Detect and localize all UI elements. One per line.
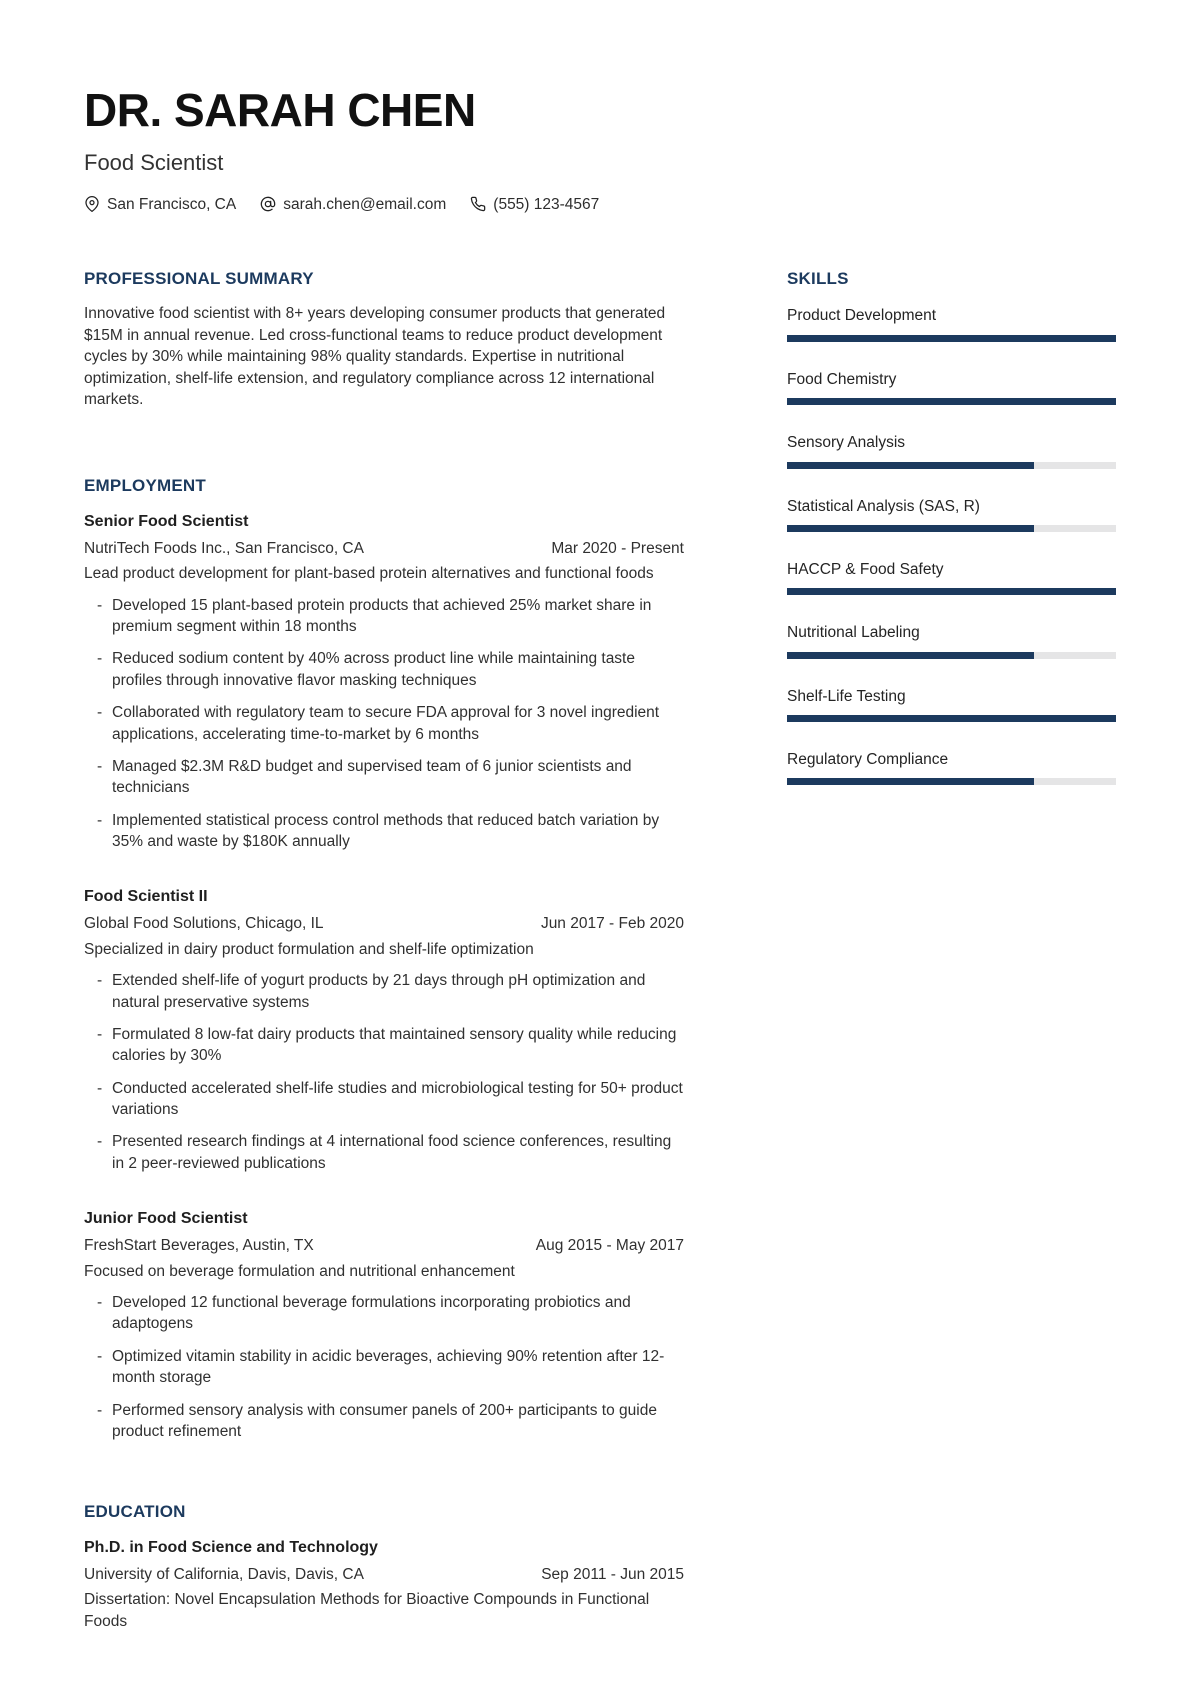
skill-item (787, 369, 1116, 405)
job-description: Lead product development for plant-based protein alternatives and functional foods (84, 565, 654, 583)
bullet-item (84, 1078, 684, 1121)
job-company: NutriTech Foods Inc., San Francisco, CA (84, 539, 364, 557)
education-dates: Sep 2011 - Jun 2015 (541, 1565, 684, 1583)
skill-item (787, 559, 1116, 595)
bullet-text: Collaborated with regulatory team to secure FDA approval for 3 novel ingredient applications, accelerating time-to-market by 6 months (112, 704, 660, 743)
skill-progress-track (787, 398, 1116, 405)
employment-section (84, 474, 684, 1442)
bullet-text: Formulated 8 low-fat dairy products that maintained sensory quality while reducing calories by 30% (112, 1025, 677, 1065)
job-meta-row (84, 913, 684, 934)
bullet-text: Conducted accelerated shelf-life studies and microbiological testing for 50+ product variations (112, 1079, 683, 1119)
bullet-text: Optimized vitamin stability in acidic beverages, achieving 90% retention after 12-month storage (112, 1347, 665, 1387)
skill-progress-track (787, 335, 1116, 342)
job-entry (84, 511, 684, 853)
contact-phone (470, 194, 599, 215)
education-school: University of California, Davis, Davis, CA (84, 1565, 364, 1583)
bullet-item (84, 1292, 684, 1335)
bullet-dash: - (97, 1347, 103, 1365)
skill-progress-fill (787, 778, 1034, 785)
at-sign-icon (260, 196, 276, 212)
skill-item (787, 622, 1116, 658)
skill-label: Statistical Analysis (SAS, R) (787, 497, 980, 515)
skill-progress-track (787, 525, 1116, 532)
skill-progress-fill (787, 588, 1116, 595)
job-meta-row (84, 538, 684, 559)
skill-item (787, 496, 1116, 532)
two-column-layout (84, 267, 1116, 1632)
job-entry (84, 1208, 684, 1442)
summary-heading: PROFESSIONAL SUMMARY (84, 269, 314, 289)
job-title: Junior Food Scientist (84, 1210, 248, 1228)
summary-text: Innovative food scientist with 8+ years developing consumer products that generated $15M in annual revenue. Led cross-functional teams to reduce product development cycles by 30% while maintaining 98% quality standards. Expertise in nutritional optimization, shelf-life extension, and regulatory compliance across 12 international markets. (84, 305, 666, 408)
skill-progress-track (787, 652, 1116, 659)
education-heading: EDUCATION (84, 1502, 186, 1522)
bullet-dash: - (97, 704, 103, 722)
skill-progress-fill (787, 462, 1034, 469)
bullet-dash: - (97, 1133, 103, 1151)
job-company: Global Food Solutions, Chicago, IL (84, 915, 324, 933)
skill-label: HACCP & Food Safety (787, 560, 944, 578)
phone-icon (470, 196, 486, 212)
skill-item (787, 305, 1116, 341)
skills-list (787, 305, 1116, 785)
job-dates: Mar 2020 - Present (551, 539, 684, 557)
bullet-item (84, 595, 684, 638)
skill-progress-fill (787, 525, 1034, 532)
job-description: Focused on beverage formulation and nutritional enhancement (84, 1262, 515, 1280)
bullet-text: Managed $2.3M R&D budget and supervised team of 6 junior scientists and technicians (112, 757, 632, 797)
bullet-text: Performed sensory analysis with consumer panels of 200+ participants to guide product refinement (112, 1401, 657, 1440)
skill-label: Nutritional Labeling (787, 624, 920, 642)
skill-progress-fill (787, 715, 1116, 722)
job-dates: Aug 2015 - May 2017 (535, 1237, 684, 1255)
job-title: Senior Food Scientist (84, 512, 249, 530)
bullet-dash: - (97, 1025, 103, 1043)
skill-progress-track (787, 778, 1116, 785)
skill-progress-fill (787, 335, 1116, 342)
bullet-text: Presented research findings at 4 international food science conferences, resulting in 2 peer-reviewed publications (112, 1133, 672, 1172)
contact-location-text: San Francisco, CA (107, 195, 237, 213)
bullet-item (84, 1346, 684, 1389)
job-dates: Jun 2017 - Feb 2020 (540, 915, 684, 933)
resume-header (84, 86, 1116, 215)
skill-progress-track (787, 588, 1116, 595)
bullet-dash: - (97, 811, 103, 829)
skill-item (787, 686, 1116, 722)
bullet-text: Reduced sodium content by 40% across product line while maintaining taste profiles through innovative flavor masking techniques (112, 650, 635, 689)
contact-phone-text: (555) 123-4567 (493, 195, 600, 213)
candidate-name: DR. SARAH CHEN (84, 84, 476, 136)
bullet-dash: - (97, 757, 103, 775)
contact-email-text: sarah.chen@email.com (283, 195, 447, 213)
education-description: Dissertation: Novel Encapsulation Methods for Bioactive Compounds in Functional Foods (84, 1591, 650, 1630)
job-bullet-list (84, 1292, 684, 1442)
bullet-item (84, 810, 684, 853)
contact-row (84, 194, 1116, 215)
contact-location (84, 194, 236, 215)
location-pin-icon (84, 196, 100, 212)
job-meta-row (84, 1235, 684, 1256)
skill-item (787, 749, 1116, 785)
bullet-dash: - (97, 1401, 103, 1419)
job-title: Food Scientist II (84, 888, 208, 906)
skill-label: Sensory Analysis (787, 434, 906, 452)
bullet-item (84, 1400, 684, 1443)
bullet-dash: - (97, 650, 103, 668)
bullet-dash: - (97, 596, 103, 614)
bullet-dash: - (97, 1079, 103, 1097)
bullet-dash: - (97, 972, 103, 990)
skills-heading: SKILLS (787, 269, 849, 289)
summary-section (84, 267, 684, 410)
skill-progress-fill (787, 398, 1116, 405)
bullet-item (84, 756, 684, 799)
employment-heading: EMPLOYMENT (84, 476, 206, 496)
bullet-dash: - (97, 1294, 103, 1312)
bullet-text: Implemented statistical process control methods that reduced batch variation by 35% and waste by $180K annually (112, 811, 660, 851)
skill-progress-track (787, 715, 1116, 722)
skill-item (787, 432, 1116, 468)
bullet-text: Extended shelf-life of yogurt products by 21 days through pH optimization and natural preservative systems (112, 972, 646, 1011)
job-company: FreshStart Beverages, Austin, TX (84, 1237, 314, 1255)
candidate-title: Food Scientist (84, 150, 224, 176)
bullet-text: Developed 15 plant-based protein products that achieved 25% market share in premium segment within 18 months (112, 596, 652, 636)
education-degree: Ph.D. in Food Science and Technology (84, 1538, 378, 1556)
skill-progress-fill (787, 652, 1034, 659)
bullet-item (84, 1024, 684, 1067)
skill-label: Food Chemistry (787, 370, 897, 388)
skill-label: Regulatory Compliance (787, 751, 949, 769)
bullet-text: Developed 12 functional beverage formulations incorporating probiotics and adaptogens (112, 1294, 631, 1333)
skills-section (787, 267, 1116, 785)
job-bullet-list (84, 595, 684, 853)
contact-email (260, 194, 446, 215)
bullet-item (84, 1131, 684, 1174)
job-entry (84, 886, 684, 1174)
bullet-item (84, 648, 684, 691)
job-description: Specialized in dairy product formulation and shelf-life optimization (84, 940, 534, 958)
bullet-item (84, 702, 684, 745)
education-meta-row (84, 1564, 684, 1585)
education-section (84, 1500, 684, 1632)
sidebar-column (787, 267, 1116, 1632)
skill-label: Shelf-Life Testing (787, 687, 906, 705)
main-column (84, 267, 684, 1632)
job-bullet-list (84, 970, 684, 1174)
bullet-item (84, 970, 684, 1013)
skill-progress-track (787, 462, 1116, 469)
skill-label: Product Development (787, 307, 937, 325)
